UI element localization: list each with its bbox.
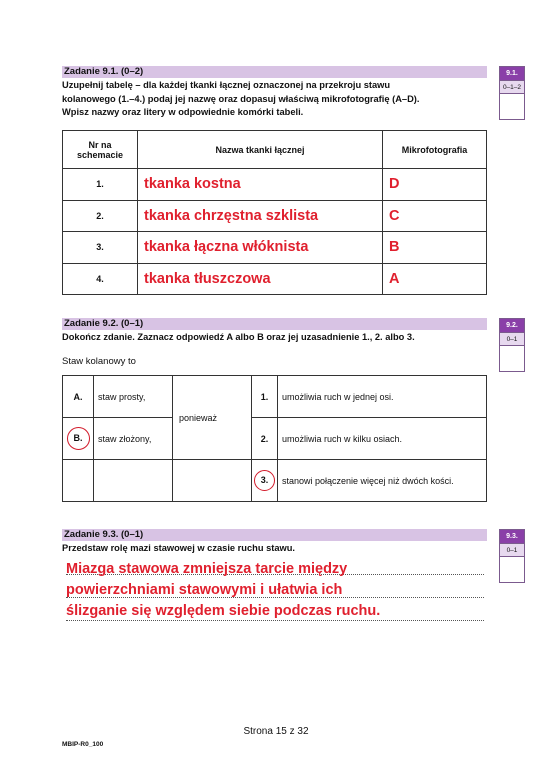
page-number: Strona 15 z 32 [243,726,309,737]
answer-text-line: Miazga stawowa zmniejsza tarcie między [66,561,348,577]
column-header-name: Nazwa tkanki łącznej [138,131,383,169]
row-number: 3. [63,232,138,264]
connector-cell: ponieważ [173,376,252,460]
answer-circle [67,427,90,450]
connector-cell-lower [173,460,252,502]
reason-1-cell[interactable] [252,376,278,418]
score-field[interactable] [500,93,524,119]
table-header-row [63,131,487,169]
column-header-number [63,131,138,169]
score-box-label: 9.3. [500,530,524,543]
option-b-cell-lower [63,460,94,502]
score-box-9-3 [499,529,525,583]
score-box-9-2 [499,318,525,372]
instruction-line: kolanowego (1.–4.) podaj jej nazwę oraz dopasuj właściwą mikrofotografię (A–D). [62,93,420,104]
row-number: 4. [63,263,138,295]
question-stem: Staw kolanowy to [62,356,136,367]
score-box-points: 0–1 [500,543,524,556]
table-row [63,200,487,232]
option-b-text-lower [94,460,173,502]
tissue-name-answer[interactable]: tkanka łączna włóknista [138,232,383,264]
task-9-3-instruction: Przedstaw rolę mazi stawowej w czasie ruchu stawu. [62,543,296,553]
score-field[interactable] [500,556,524,582]
score-box-label: 9.2. [500,319,524,332]
table-row [63,263,487,295]
option-b-text: staw złożony, [94,418,173,460]
score-box-label: 9.1. [500,67,524,80]
reason-3-cell[interactable] [252,460,278,502]
choice-table [62,375,487,502]
reason-1-number: 1. [260,391,269,402]
handwritten-answer[interactable] [66,559,380,622]
tissue-name-answer[interactable]: tkanka kostna [138,169,383,201]
row-number: 2. [63,200,138,232]
task-9-1-title: Zadanie 9.1. (0–2) [62,66,487,78]
row-number: 1. [63,169,138,201]
reason-3-number: 3. [260,475,269,485]
answer-text-line: ślizganie się względem siebie podczas ruchu. [66,603,381,619]
tissue-name-answer[interactable]: tkanka tłuszczowa [138,263,383,295]
score-field[interactable] [500,345,524,371]
reason-3-text: stanowi połączenie więcej niż dwóch kości. [278,460,487,502]
task-9-1-instruction [62,79,487,120]
option-b-cell[interactable] [63,418,94,460]
micrograph-letter-answer[interactable]: A [383,263,487,295]
option-a-letter: A. [73,391,83,402]
score-box-points: 0–1–2 [500,80,524,93]
header-text: Nr na [88,139,112,150]
micrograph-letter-answer[interactable]: B [383,232,487,264]
header-text: schemacie [76,149,124,160]
tissue-table [62,130,487,295]
task-9-2-instruction: Dokończ zdanie. Zaznacz odpowiedź A albo B oraz jej uzasadnienie 1., 2. albo 3. [62,332,415,342]
score-box-9-1 [499,66,525,120]
reason-1-text: umożliwia ruch w jednej osi. [278,376,487,418]
micrograph-letter-answer[interactable]: C [383,200,487,232]
task-9-3-title: Zadanie 9.3. (0–1) [62,529,487,541]
micrograph-letter-answer[interactable]: D [383,169,487,201]
instruction-line: Wpisz nazwy oraz litery w odpowiednie komórki tabeli. [62,107,304,117]
table-row [63,232,487,264]
instruction-line: Uzupełnij tabelę – dla każdej tkanki łącznej oznaczonej na przekroju stawu [62,80,391,90]
answer-text-line: powierzchniami stawowymi i ułatwia ich [66,582,343,598]
exam-code: MBIP-R0_100 [62,741,104,748]
option-a-cell[interactable] [63,376,94,418]
column-header-micrograph: Mikrofotografia [383,131,487,169]
reason-2-cell[interactable] [252,418,278,460]
table-row [63,169,487,201]
task-9-2-title: Zadanie 9.2. (0–1) [62,318,487,330]
score-box-points: 0–1 [500,332,524,345]
option-a-text: staw prosty, [94,376,173,418]
reason-2-number: 2. [260,433,269,444]
reason-2-text: umożliwia ruch w kilku osiach. [278,418,487,460]
tissue-name-answer[interactable]: tkanka chrzęstna szklista [138,200,383,232]
option-b-letter: B. [73,433,83,443]
answer-circle [254,470,275,491]
